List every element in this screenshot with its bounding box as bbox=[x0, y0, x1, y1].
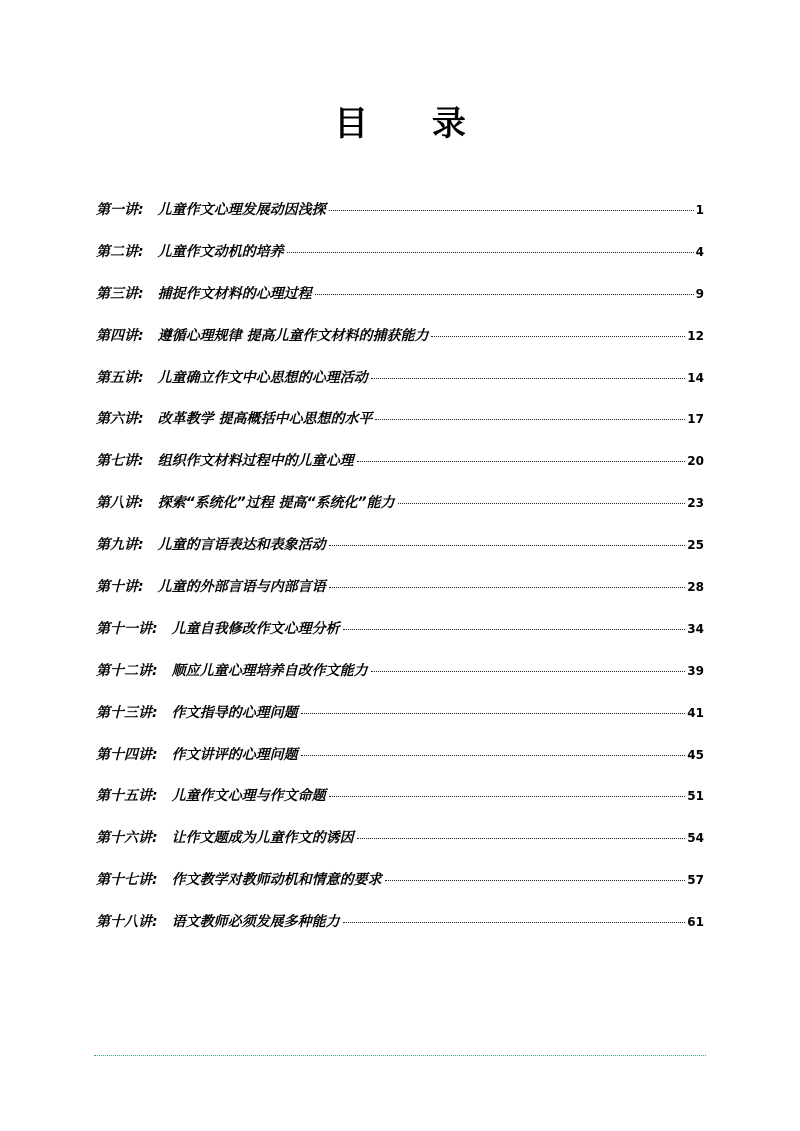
toc-lecture-number: 第十二讲: bbox=[96, 662, 158, 679]
toc-dot-leader bbox=[329, 210, 694, 211]
toc-entry[interactable] bbox=[96, 786, 704, 828]
toc-entry-title: 语文教师必须发展多种能力 bbox=[171, 914, 340, 931]
toc-entry-title: 作文教学对教师动机和情意的要求 bbox=[171, 872, 382, 889]
toc-page-number: 1 bbox=[695, 203, 704, 217]
toc-lecture-number: 第十三讲: bbox=[96, 704, 158, 721]
toc-page-number: 51 bbox=[687, 789, 704, 804]
toc-page-number: 34 bbox=[687, 621, 704, 636]
toc-entry-title: 作文讲评的心理问题 bbox=[171, 746, 298, 763]
toc-lecture-number: 第二讲: bbox=[96, 243, 144, 260]
toc-page-number: 20 bbox=[687, 454, 704, 469]
toc-entry-title: 儿童作文心理发展动因浅探 bbox=[157, 202, 326, 218]
toc-dot-leader bbox=[357, 838, 686, 839]
toc-page-number: 39 bbox=[687, 663, 704, 678]
toc-lecture-number: 第十七讲: bbox=[96, 872, 158, 889]
toc-page-number: 9 bbox=[695, 286, 704, 301]
toc-page-number: 17 bbox=[687, 412, 704, 427]
toc-entry[interactable] bbox=[96, 200, 704, 242]
toc-entry-title: 作文指导的心理问题 bbox=[171, 704, 298, 721]
toc-entry[interactable] bbox=[96, 577, 704, 619]
toc-lecture-number: 第五讲: bbox=[96, 369, 144, 386]
toc-page-number: 28 bbox=[687, 580, 704, 595]
toc-lecture-number: 第十四讲: bbox=[96, 746, 158, 763]
toc-lecture-number: 第十八讲: bbox=[96, 914, 158, 931]
toc-page-number: 12 bbox=[687, 328, 704, 343]
toc-entry-title: 遵循心理规律 提高儿童作文材料的捕获能力 bbox=[157, 327, 429, 344]
toc-entry[interactable] bbox=[96, 242, 704, 284]
toc-dot-leader bbox=[329, 545, 686, 546]
toc-entry[interactable] bbox=[96, 912, 704, 954]
toc-entry-title: 探索“系统化”过程 提高“系统化”能力 bbox=[157, 495, 395, 512]
toc-entry[interactable] bbox=[96, 535, 704, 577]
toc-dot-leader bbox=[371, 671, 686, 672]
toc-lecture-number: 第三讲: bbox=[96, 285, 144, 302]
footer-divider bbox=[94, 1055, 706, 1056]
page-title: 目 录 bbox=[334, 104, 492, 144]
toc-entry[interactable] bbox=[96, 409, 704, 451]
toc-entry[interactable] bbox=[96, 451, 704, 493]
toc-entry-title: 儿童作文动机的培养 bbox=[157, 243, 284, 260]
toc-page-number: 54 bbox=[687, 831, 704, 846]
toc-page-number: 45 bbox=[687, 747, 704, 762]
toc-page-number: 4 bbox=[695, 244, 704, 259]
toc-dot-leader bbox=[301, 755, 686, 756]
toc-entry-title: 儿童确立作文中心思想的心理活动 bbox=[157, 369, 368, 386]
toc-dot-leader bbox=[431, 336, 685, 337]
toc-entry-title: 组织作文材料过程中的儿童心理 bbox=[157, 453, 354, 470]
table-of-contents bbox=[96, 200, 704, 954]
toc-page-number: 61 bbox=[687, 915, 704, 930]
toc-lecture-number: 第十一讲: bbox=[96, 620, 158, 637]
toc-dot-leader bbox=[329, 796, 686, 797]
toc-dot-leader bbox=[385, 880, 686, 881]
toc-dot-leader bbox=[375, 419, 685, 420]
toc-dot-leader bbox=[329, 587, 686, 588]
toc-lecture-number: 第十五讲: bbox=[96, 788, 158, 805]
toc-lecture-number: 第六讲: bbox=[96, 411, 144, 428]
toc-entry-title: 捕捉作文材料的心理过程 bbox=[157, 285, 312, 302]
toc-lecture-number: 第十讲: bbox=[96, 579, 144, 596]
toc-dot-leader bbox=[371, 378, 686, 379]
toc-entry-title: 顺应儿童心理培养自改作文能力 bbox=[171, 662, 368, 679]
toc-entry-title: 儿童作文心理与作文命题 bbox=[171, 788, 326, 805]
toc-lecture-number: 第十六讲: bbox=[96, 830, 158, 847]
toc-entry[interactable] bbox=[96, 619, 704, 661]
toc-entry[interactable] bbox=[96, 870, 704, 912]
toc-lecture-number: 第八讲: bbox=[96, 495, 144, 512]
toc-page-number: 23 bbox=[687, 496, 704, 511]
toc-entry-title: 改革教学 提高概括中心思想的水平 bbox=[157, 411, 373, 428]
toc-dot-leader bbox=[343, 629, 686, 630]
toc-dot-leader bbox=[357, 461, 686, 462]
toc-entry[interactable] bbox=[96, 661, 704, 703]
toc-entry[interactable] bbox=[96, 828, 704, 870]
toc-page-number: 41 bbox=[687, 705, 704, 720]
toc-entry-title: 让作文题成为儿童作文的诱因 bbox=[171, 830, 354, 847]
toc-entry[interactable] bbox=[96, 703, 704, 745]
toc-dot-leader bbox=[343, 922, 686, 923]
toc-lecture-number: 第一讲: bbox=[96, 202, 144, 218]
toc-lecture-number: 第九讲: bbox=[96, 537, 144, 554]
toc-entry[interactable] bbox=[96, 326, 704, 368]
toc-lecture-number: 第七讲: bbox=[96, 453, 144, 470]
toc-dot-leader bbox=[315, 294, 694, 295]
toc-entry[interactable] bbox=[96, 284, 704, 326]
toc-dot-leader bbox=[398, 503, 686, 504]
toc-entry[interactable] bbox=[96, 745, 704, 787]
toc-entry-title: 儿童的言语表达和表象活动 bbox=[157, 537, 326, 554]
toc-dot-leader bbox=[287, 252, 694, 253]
toc-page-number: 25 bbox=[687, 538, 704, 553]
toc-dot-leader bbox=[301, 713, 686, 714]
toc-page-number: 14 bbox=[687, 370, 704, 385]
toc-entry-title: 儿童的外部言语与内部言语 bbox=[157, 579, 326, 596]
toc-entry-title: 儿童自我修改作文心理分析 bbox=[171, 620, 340, 637]
toc-entry[interactable] bbox=[96, 493, 704, 535]
toc-lecture-number: 第四讲: bbox=[96, 327, 144, 344]
toc-page-number: 57 bbox=[687, 873, 704, 888]
toc-entry[interactable] bbox=[96, 368, 704, 410]
